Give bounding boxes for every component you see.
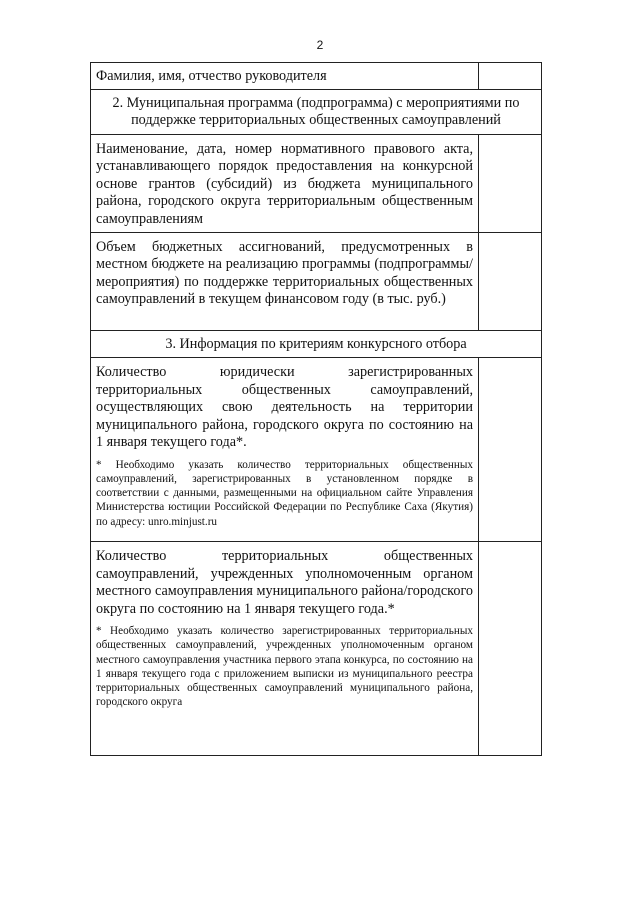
established-tos-value-cell[interactable] <box>479 542 542 756</box>
normative-act-label: Наименование, дата, номер нормативного правового акта, устанавливающего порядок предоставления на конкурсной основе грантов (субсидий) из бюджета муниципального района, городского округа территориальным общественным самоуправлениям <box>96 140 473 227</box>
budget-volume-value-cell[interactable] <box>479 232 542 330</box>
budget-volume-label: Объем бюджетных ассигнований, предусмотренных в местном бюджете на реализацию программы (подпрограммы/мероприятия) по поддержке территориальных общественных самоуправлений в текущем финансовом году (в тыс. руб.) <box>96 238 473 307</box>
section-3-title: 3. Информация по критериям конкурсного отбора <box>165 335 467 352</box>
leader-name-label: Фамилия, имя, отчество руководителя <box>96 68 327 84</box>
registered-tos-footnote: * Необходимо указать количество территориальных общественных самоуправлений, зарегистрированных в установленном порядке в соответствии с данными, размещенными на официальном сайте Управления Министерства юстиции Российской Федерации по Республике Саха (Якутия) по адресу: unro.minjust.ru <box>96 458 473 528</box>
leader-name-value-cell[interactable] <box>479 63 542 90</box>
section-2-title: 2. Муниципальная программа (подпрограмма) с мероприятиями по поддержке территориальных общественных самоуправлений <box>112 94 520 128</box>
table-row-budget-volume <box>91 232 542 330</box>
table-row-registered-tos <box>91 358 542 542</box>
table-row-leader-name <box>91 63 542 90</box>
normative-act-value-cell[interactable] <box>479 134 542 232</box>
table-row-normative-act <box>91 134 542 232</box>
page-number: 2 <box>316 38 324 52</box>
section-3-header-row <box>91 330 542 358</box>
established-tos-label: Количество территориальных общественных самоуправлений, учрежденных уполномоченным органом местного самоуправления муниципального района/городского округа по состоянию на 1 января текущего года.* <box>96 548 473 617</box>
section-2-header-row <box>91 89 542 134</box>
registered-tos-label: Количество юридически зарегистрированных территориальных общественных самоуправлений, осуществляющих свою деятельность на территории муниципального района, городского округа по состоянию на 1 января текущего года*. <box>96 364 473 450</box>
established-tos-footnote: * Необходимо указать количество зарегистрированных территориальных общественных самоуправлений, учрежденных уполномоченным органом местного самоуправления участника первого этапа конкурса, по состоянию на 1 января текущего года с приложением выписки из муниципального реестра территориальных общественных самоуправлений муниципального района, городского округа <box>96 625 473 709</box>
table-row-established-tos <box>91 542 542 756</box>
application-form-table <box>90 62 542 756</box>
registered-tos-value-cell[interactable] <box>479 358 542 542</box>
